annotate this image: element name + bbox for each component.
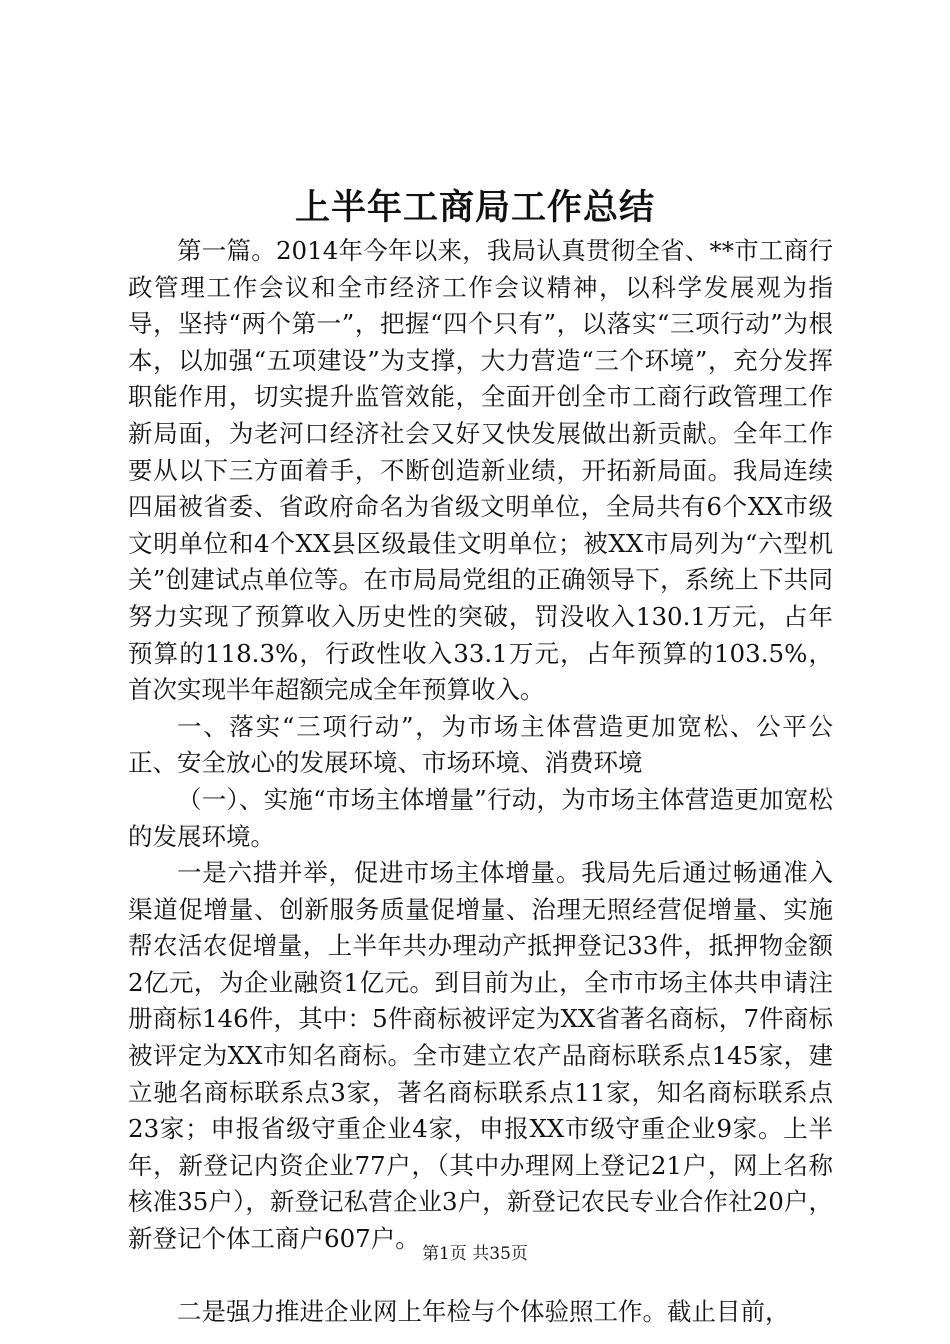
page-footer: 第1页 共35页 (422, 1244, 528, 1264)
paragraph-item-one: 一是六措并举，促进市场主体增量。我局先后通过畅通准入渠道促增量、创新服务质量促增量、治理无照经营促增量、实施帮农活农促增量，上半年共办理动产抵押登记33件，抵押物金额2亿元，为企业融资1亿元。到目前为止，全市市场主体共申请注册商标146件，其中：5件商标被评定为XX省著名商标，7件商标被评定为XX市知名商标。全市建立农产品商标联系点145家，建立驰名商标联系点3家，著名商标联系点11家，知名商标联系点23家；申报省级守重企业4家，申报XX市级守重企业9家。上半年，新登记内资企业77户，（其中办理网上登记21户，网上名称核准35户），新登记私营企业3户，新登记农民专业合作社20户，新登记个体工商户607户。 (128, 858, 833, 1254)
paragraph-section-heading: 一、落实“三项行动”，为市场主体营造更加宽松、公平公正、安全放心的发展环境、市场环境、消费环境 (128, 711, 833, 778)
paragraph-subsection-heading: （一）、实施“市场主体增量”行动，为市场主体营造更加宽松的发展环境。 (128, 784, 833, 851)
page-title: 上半年工商局工作总结 (294, 187, 655, 228)
paragraph-item-two: 二是强力推进企业网上年检与个体验照工作。截止目前， (177, 1296, 790, 1326)
document-body (128, 233, 833, 1330)
paragraph-intro: 第一篇。2014年今年以来，我局认真贯彻全省、**市工商行政管理工作会议和全市经济工作会议精神，以科学发展观为指导，坚持“两个第一”，把握“四个只有”，以落实“三项行动”为根本，以加强“五项建设”为支撑，大力营造“三个环境”，充分发挥职能作用，切实提升监管效能，全面开创全市工商行政管理工作新局面，为老河口经济社会又好又快发展做出新贡献。全年工作要从以下三方面着手，不断创造新业绩，开拓新局面。我局连续四届被省委、省政府命名为省级文明单位，全局共有6个XX市级文明单位和4个XX县区级最佳文明单位；被XX市局列为“六型机关”创建试点单位等。在市局局党组的正确领导下，系统上下共同努力实现了预算收入历史性的突破，罚没收入130.1万元，占年预算的118.3%，行政性收入33.1万元，占年预算的103.5%，首次实现半年超额完成全年预算收入。 (128, 236, 833, 705)
